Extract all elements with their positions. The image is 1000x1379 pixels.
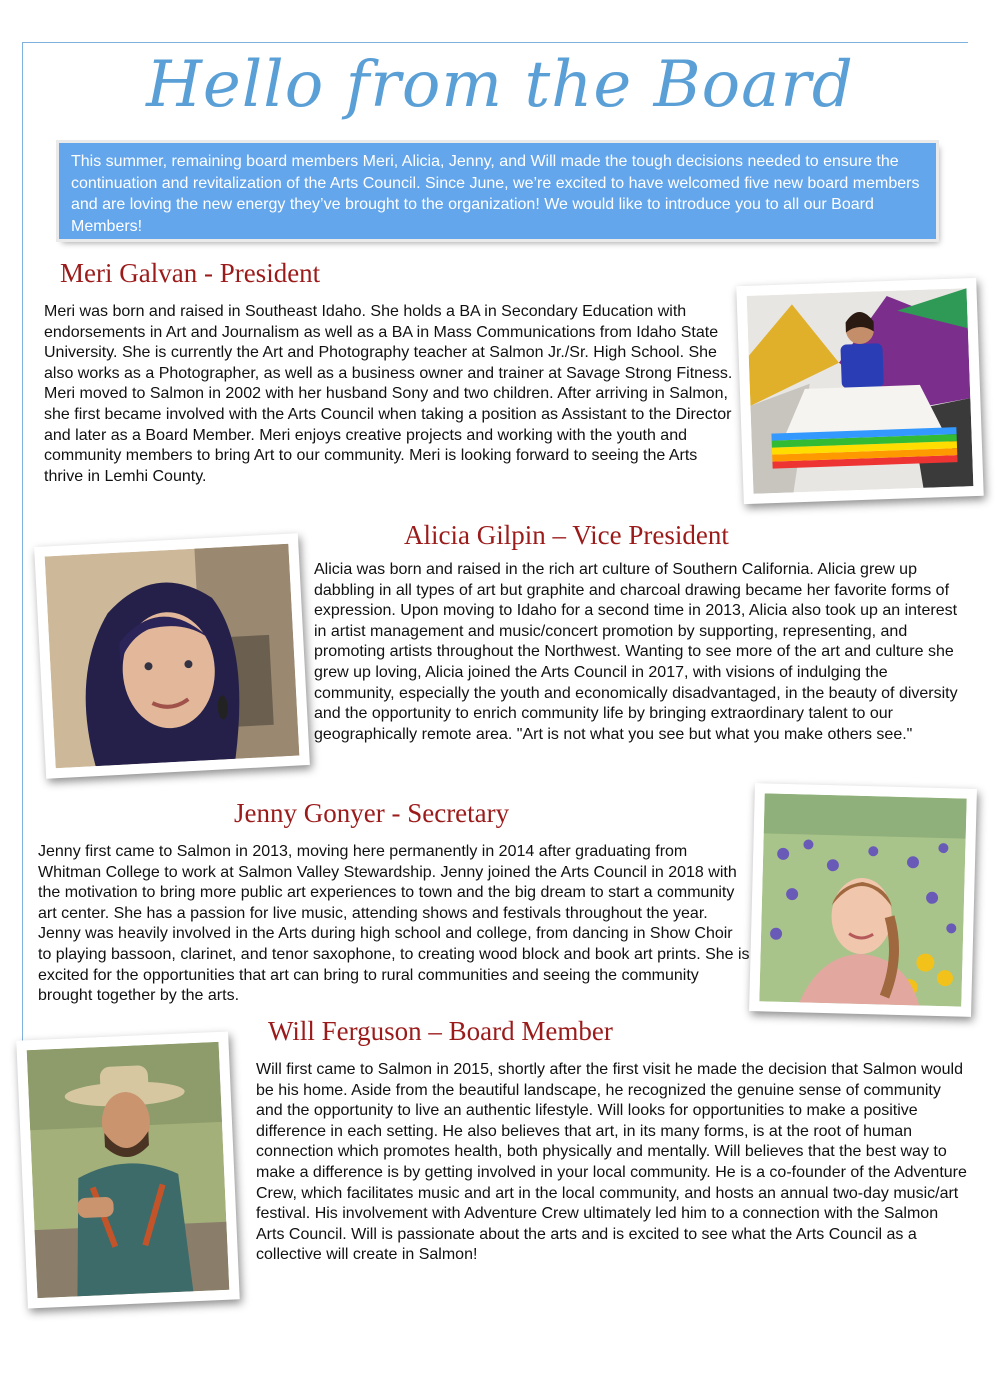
bio-meri: Meri was born and raised in Southeast Idaho. She holds a BA in Secondary Education with endorsements in Art and Journalism as well as a BA in Mass Communications from Idaho State University. She is currently the Art and Photography teacher at Salmon Jr./Sr. High School. She also works as a Photographer, as well as a business owner and trainer at Savage Strong Fitness. Meri moved to Salmon in 2002 with her husband Sony and two children. After arriving in Salmon, she first became involved with the Arts Council when taking a position as Assistant to the Director and later as a Board Member. Meri enjoys creative projects and working with the youth and community members to bring Art to our community. Meri is looking forward to seeing the Arts thrive in Lemhi County. bbox=[44, 303, 733, 485]
heading-meri: Meri Galvan - President bbox=[60, 258, 321, 288]
bio-jenny: Jenny first came to Salmon in 2013, moving here permanently in 2014 after graduating from Whitman College to work at Salmon Valley Stewardship. Jenny joined the Arts Council in 2018 with the motivation to bring more public art experiences to town and the big dream to start a community art center. She has a passion for live music, attending shows and festivals throughout the year. Jenny was heavily involved in the Arts during high school and college, from dancing in Show Choir to playing bassoon, clarinet, and tenor saxophone, to creating wood block and book art prints. She is excited for the opportunities that art can bring to rural communities and seeing the community brought together by the arts. bbox=[38, 843, 750, 1005]
jenny-portrait-image bbox=[759, 793, 966, 1006]
bio-will: Will first came to Salmon in 2015, shortly after the first visit he made the decision that Salmon would be his home. Aside from the beautiful landscape, he recognized the genuine sense of community and the opportunity to live an authentic lifestyle. Will looks for opportunities to make a positive difference in each setting. He also believes that art, in its many forms, is at the root of human connection which promotes health, both physically and mentally. Will believes that the best way to make a difference is by getting involved in your local community. He is a co-founder of the Adventure Crew, which facilitates music and art in the local community, and hosts an annual two-day music/art festival. His involvement with Adventure Crew ultimately led him to a connection with the Salmon Arts Council. Will is passionate about the arts and is excited to see what the Arts Council as a collective will create in Salmon! bbox=[256, 1061, 967, 1264]
bio-alicia: Alicia was born and raised in the rich art culture of Southern California. Alicia grew up dabbling in all types of art but graphite and charcoal drawing became her favorite forms of expression. Upon moving to Idaho for a second time in 2013, Alicia also took up an interest in artist management and music/concert promotion by supporting, representing, and promoting artists throughout the Northwest. Wanting to see more of the art and culture she grew up loving, Alicia joined the Arts Council in 2017, with visions of indulging the community, especially the youth and economically disadvantaged, in the beauty of diversity and the opportunity to enrich community life by bringing extraordinary talent to our geographically remote area. "Art is not what you see but what you make others see." bbox=[314, 561, 958, 743]
page-title: Hello from the Board bbox=[146, 48, 854, 122]
photo-jenny bbox=[749, 783, 977, 1017]
intro-box: This summer, remaining board members Meri, Alicia, Jenny, and Will made the tough decisions needed to ensure the continuation and revitalization of the Arts Council. Since June, we’re excited to have welcomed five new board members and are loving the new energy they’ve brought to the organization! We would like to introduce you to all our Board Members! bbox=[59, 143, 936, 239]
heading-jenny: Jenny Gonyer - Secretary bbox=[234, 798, 510, 828]
heading-will: Will Ferguson – Board Member bbox=[268, 1016, 613, 1046]
photo-will bbox=[16, 1032, 239, 1309]
heading-alicia: Alicia Gilpin – Vice President bbox=[404, 520, 729, 550]
photo-meri bbox=[736, 278, 983, 504]
alicia-portrait-image bbox=[45, 544, 300, 768]
page-border-left bbox=[22, 42, 23, 1042]
will-portrait-image bbox=[27, 1042, 230, 1298]
photo-alicia bbox=[34, 533, 310, 778]
meri-portrait-image bbox=[747, 288, 974, 494]
